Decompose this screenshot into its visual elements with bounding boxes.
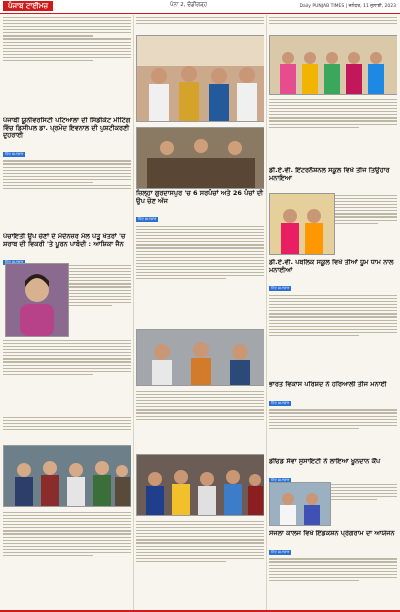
column-divider [266,15,267,610]
camp-photo [269,482,331,526]
headline: ਪੰਜਾਬੀ ਯੂਨੀਵਰਸਿਟੀ ਪਟਿਆਲਾ ਦੀ ਸਿੰਡੀਕੇਟ ਮੀਟਿੰਗ ਵਿੱਚ ਡਿਸੀਪਲ ਡਾ. ਪ੍ਰਮੋਦ ਇਵਨਾਲ ਦੀ ਪੁਸ਼ਟੀਕਰਣੀ ਦੁਹਰਾਈ [3,117,131,139]
column-middle [136,15,264,610]
meeting-photo [136,329,264,386]
column-right [269,15,397,610]
group-photo [3,445,131,507]
article-top-left [3,15,131,115]
article-right-top [269,15,397,165]
news-agency-tag: ਹਿੰਦ ਸਮਾਚਾਰ [271,286,290,290]
article-a4 [269,167,397,257]
headline: ਸੋਜਲਾ ਕਾਲਜ ਵਿਖੇ ਇੰਡਕਸ਼ਨ ਪ੍ਰੋਗਰਾਮ ਦਾ ਆਯੋਜਨ [269,530,395,537]
article-a8 [269,530,397,610]
article-a5 [269,259,397,379]
news-agency-tag: ਹਿੰਦ ਸਮਾਚਾਰ [138,217,157,221]
article-a7 [269,458,397,528]
edition-label: ਪੰਨਾ 2, ਚੰਡੀਗੜ੍ਹ [170,2,208,8]
news-agency-tag: ਹਿੰਦ ਸਮਾਚਾਰ [271,400,290,405]
headline: ਭਾਰਤ ਵਿਕਾਸ ਪਰਿਸ਼ਦ ਨੇ ਹਰਿਆਲੀ ਤੀਜ ਮਨਾਈ [269,381,387,388]
column-left [3,15,131,610]
article-middle-top [136,15,264,125]
masthead [0,0,400,14]
news-agency-tag: ਹਿੰਦ ਸਮਾਚਾਰ [5,260,24,264]
newspaper-logo: ਪੰਜਾਬ ਟਾਈਮਜ਼ [3,1,53,11]
news-agency-tag: ਹਿੰਦ ਸਮਾਚਾਰ [271,549,290,554]
event-photo [136,35,264,122]
article-a1 [3,117,131,232]
portrait-photo [5,263,69,337]
students-photo [269,35,397,95]
headline: ਜ਼ਿਲ੍ਹਾ ਗੁਰਦਾਸਪੁਰ 'ਚ 6 ਸਰਪੰਚਾਂ ਅਤੇ 26 ਪੰਚਾਂ ਦੀ ਉਪ ਚੋਣ ਅੱਜ [136,189,264,205]
date-line: Daily PUNJAB TIMES | ਜਲੰਧਰ, 11 ਜੁਲਾਈ, 2023 [299,4,396,9]
article-left-bottom [3,415,131,610]
ceremony-photo [136,454,264,516]
article-a3 [136,127,264,327]
article-a2 [3,233,131,413]
headline: ਡੀ.ਏ.ਵੀ. ਪਬਲਿਕ ਸਕੂਲ ਵਿਖੇ ਤੀਆਂ ਧੂਮ ਧਾਮ ਨਾਲ ਮਨਾਈਆਂ [269,259,394,274]
headline: ਡੀ.ਏ.ਵੀ. ਇੰਟਰਨੈਸ਼ਨਲ ਸਕੂਲ ਵਿਖੇ ਤੀਜ ਤਿਉਹਾਰ ਮਨਾਇਆ [269,167,390,182]
office-photo [136,127,264,189]
headline: ਪੰਚਾਇਤੀ ਉਪ ਚੋਣਾਂ ਦੇ ਮੱਦੇਨਜ਼ਰ ਮੱਲ ਪੋਤੂ ਖੇਤਰਾਂ 'ਚ ਸ਼ਰਾਬ ਦੀ ਵਿਕਰੀ 'ਤੇ ਪੂਰਨ ਪਾਬੰਦੀ : ਆਸ਼ਿਕਾ ਜੈਨ [3,233,126,248]
article-middle-lower [136,329,264,609]
article-a6 [269,381,397,456]
column-divider [133,15,134,610]
teej-photo [269,193,335,255]
news-agency-tag: ਹਿੰਦ ਸਮਾਚਾਰ [5,151,24,156]
news-agency-tag: ਹਿੰਦ ਸਮਾਚਾਰ [271,477,290,482]
headline: ਡੀਓਡ ਸੇਵਾ ਸੁਸਾਇਟੀ ਨੇ ਲਾਇਆ ਖੂਨਦਾਨ ਕੈਂਪ [269,458,381,465]
